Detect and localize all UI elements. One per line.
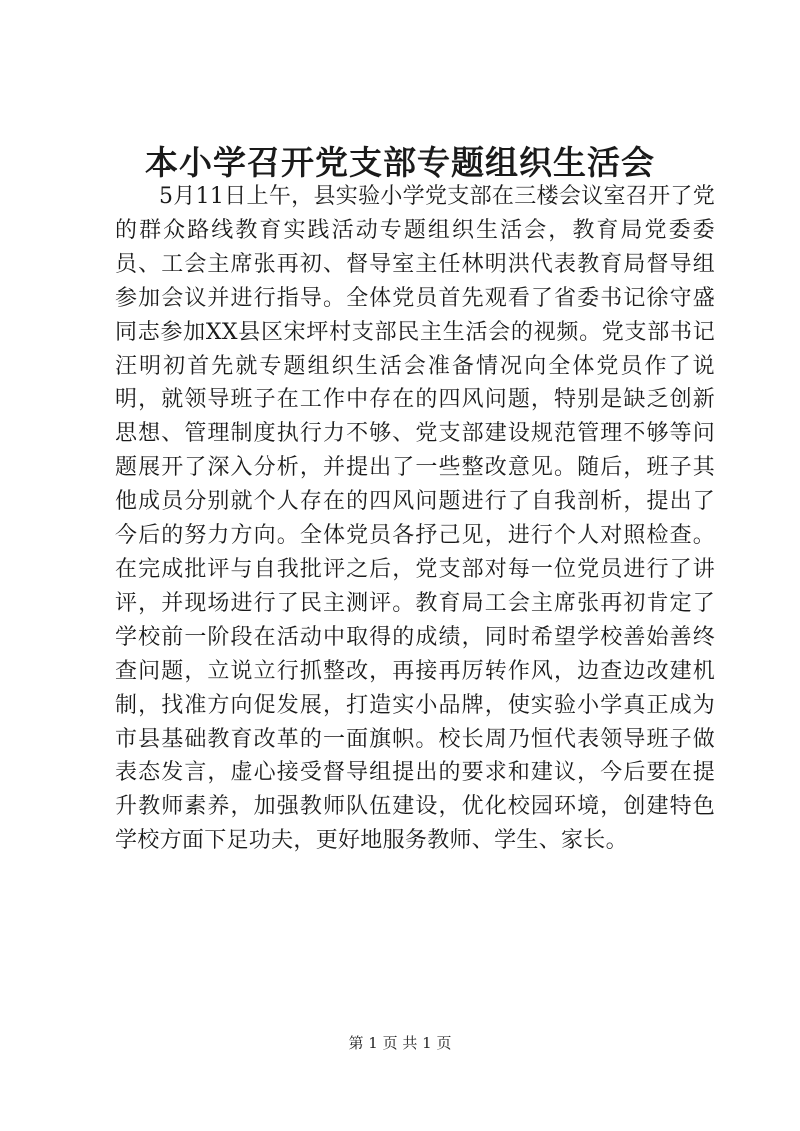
- body-paragraph: 5月11日上午，县实验小学党支部在三楼会议室召开了党的群众路线教育实践活动专题组织生活会，教育局党委委员、工会主席张再初、督导室主任林明洪代表教育局督导组参加会议并进行指导。全体党员首先观看了省委书记徐守盛同志参加XX县区宋坪村支部民主生活会的视频。党支部书记汪明初首先就专题组织生活会准备情况向全体党员作了说明，就领导班子在工作中存在的四风问题，特别是缺乏创新思想、管理制度执行力不够、党支部建设规范管理不够等问题展开了深入分析，并提出了一些整改意见。随后，班子其他成员分别就个人存在的四风问题进行了自我剖析，提出了今后的努力方向。全体党员各抒己见，进行个人对照检查。在完成批评与自我批评之后，党支部对每一位党员进行了讲评，并现场进行了民主测评。教育局工会主席张再初肯定了学校前一阶段在活动中取得的成绩，同时希望学校善始善终查问题，立说立行抓整改，再接再厉转作风，边查边改建机制，找准方向促发展，打造实小品牌，使实验小学真正成为市县基础教育改革的一面旗帜。校长周乃恒代表领导班子做表态发言，虚心接受督导组提出的要求和建议，今后要在提升教师素养，加强教师队伍建设，优化校园环境，创建特色学校方面下足功夫，更好地服务教师、学生、家长。: [115, 184, 715, 854]
- page-footer: 第 1 页 共 1 页: [348, 1034, 452, 1052]
- document-title: 本小学召开党支部专题组织生活会: [145, 143, 655, 182]
